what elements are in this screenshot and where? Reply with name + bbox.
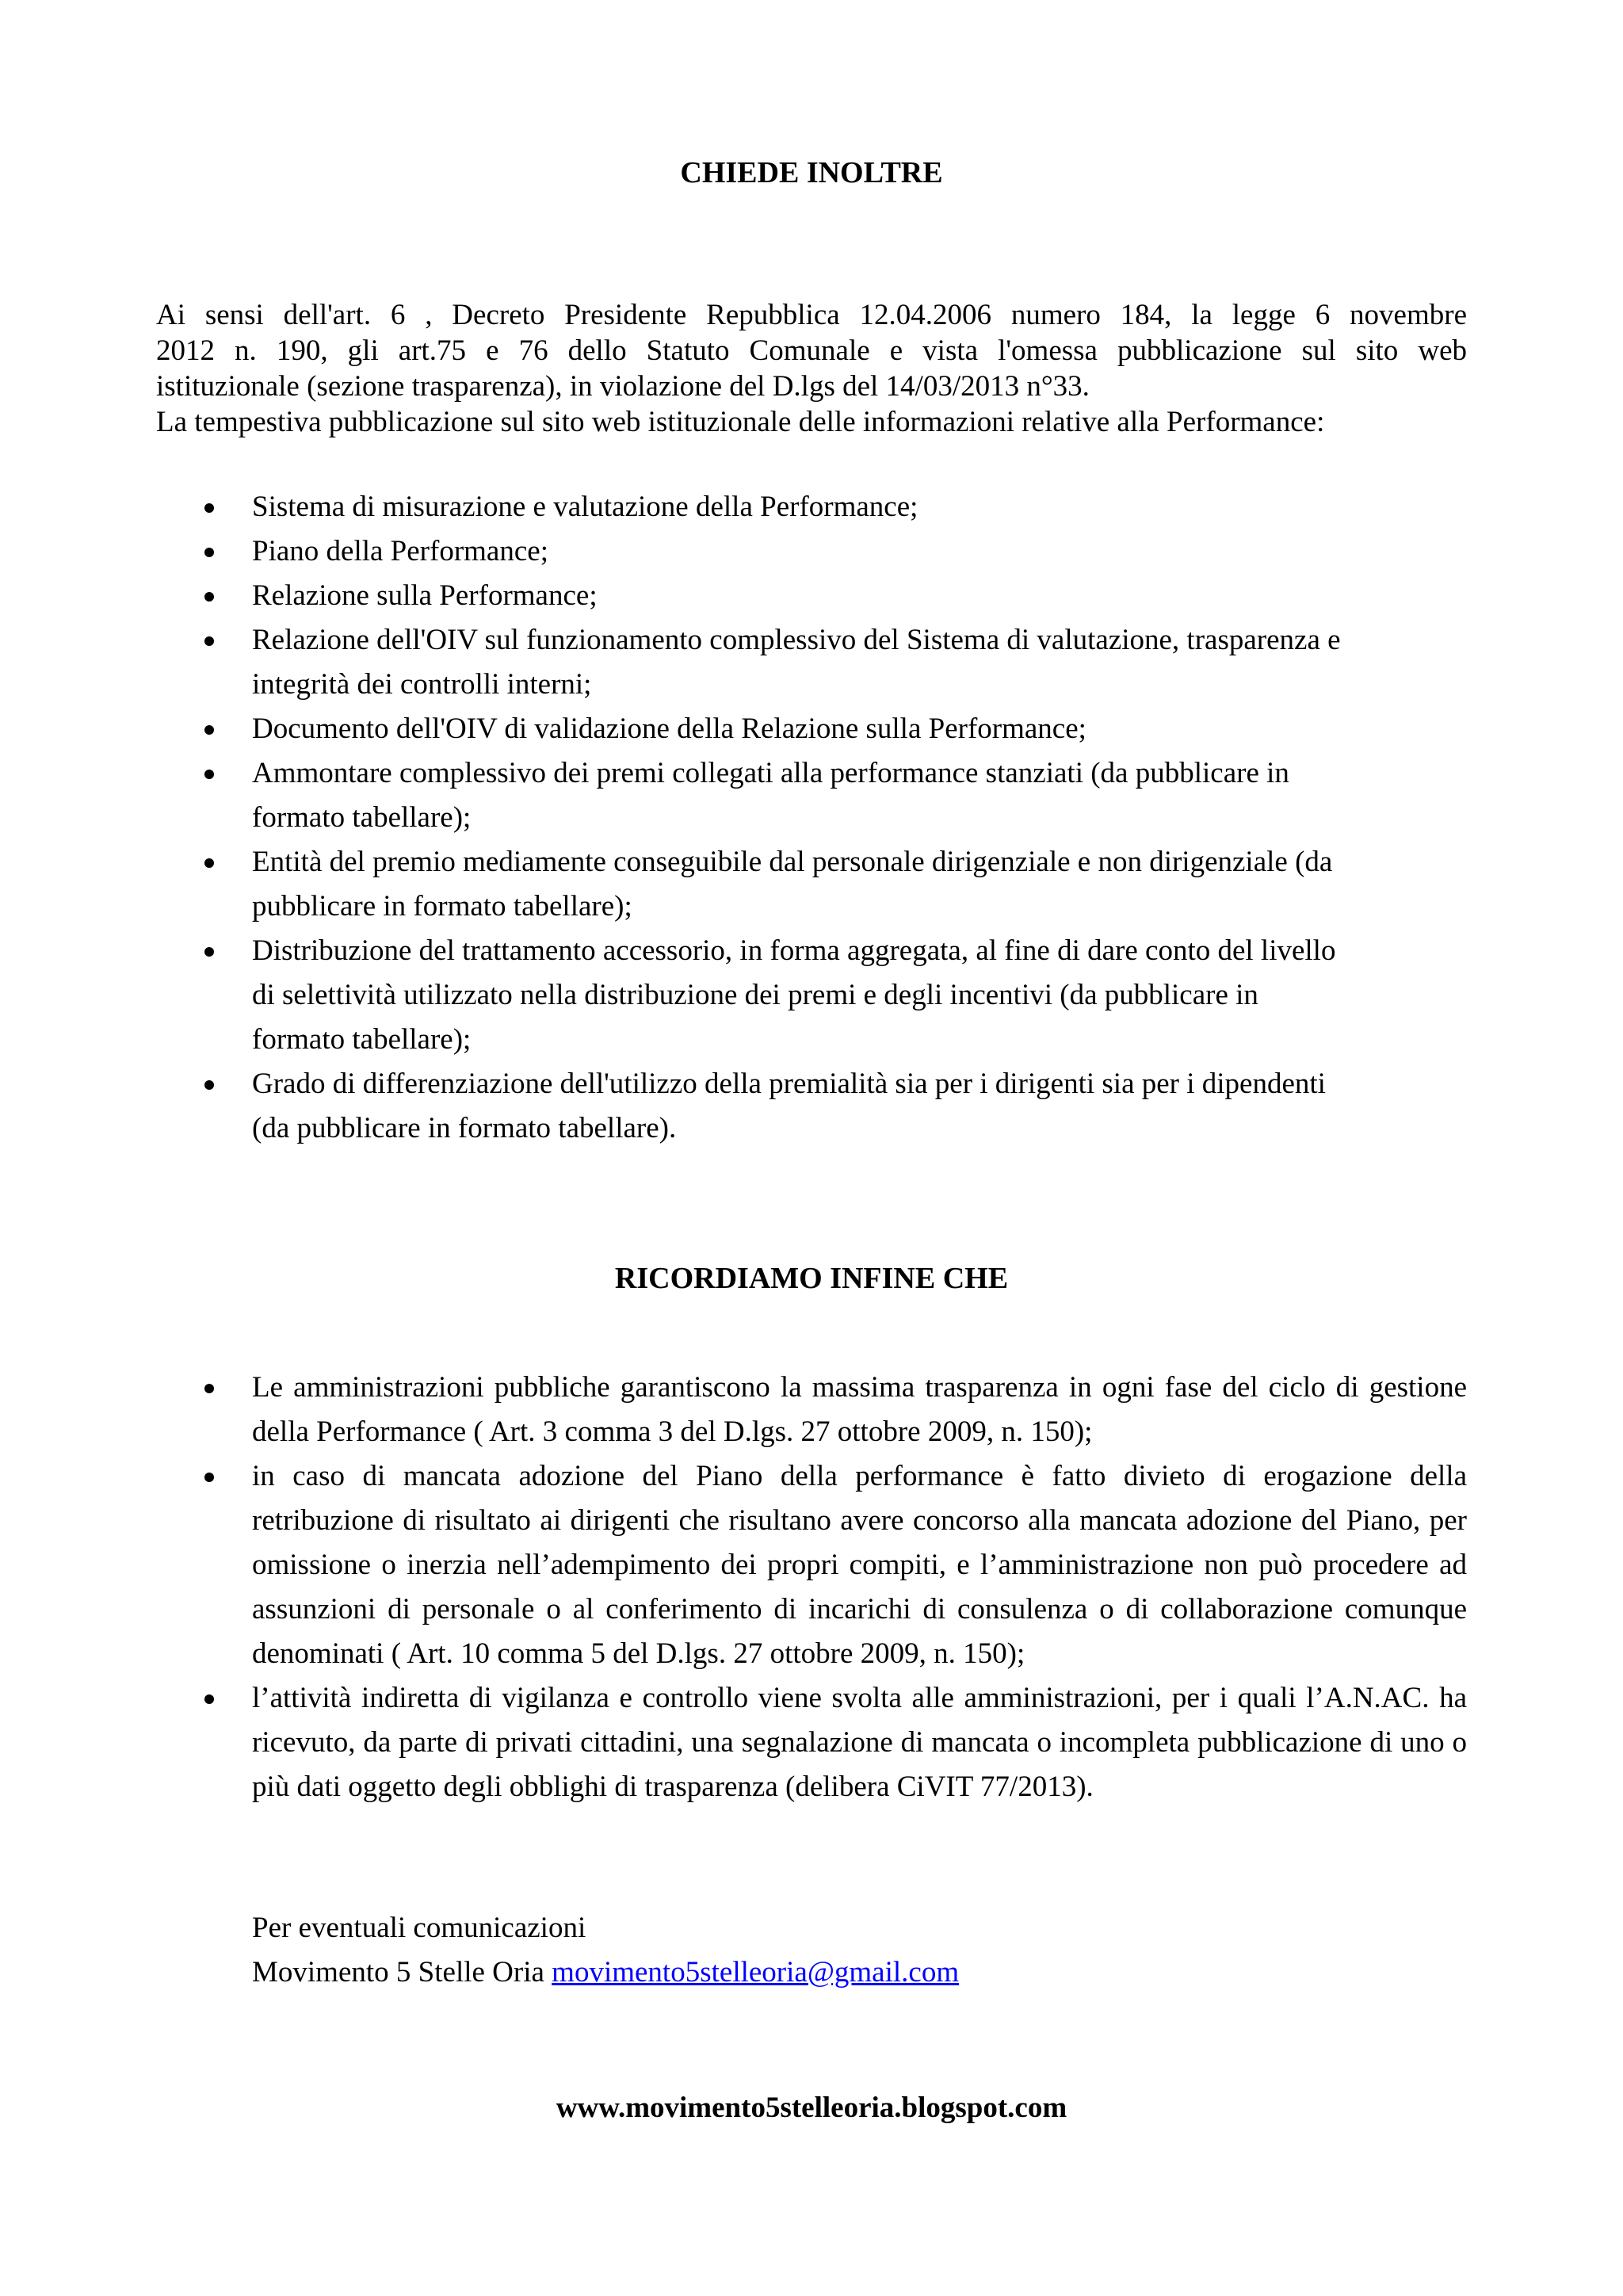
bullet-icon [204, 770, 214, 779]
org-name: Movimento 5 Stelle Oria [252, 1956, 544, 1988]
list-item: Distribuzione del trattamento accessorio, in forma aggregata, al fine di dare conto del livello di selettività utilizzato nella distribuzione dei premi e degli incentivi (da pubblicare in formato tabellare); [0, 929, 1468, 1062]
intro-paragraph [156, 297, 1467, 440]
bullet-icon [204, 636, 214, 646]
bullet-icon [204, 858, 214, 868]
contact-line [252, 1950, 959, 1995]
list-item: in caso di mancata adozione del Piano della performance è fatto divieto di erogazione della retribuzione di risultato ai dirigenti che risultano avere concorso alla mancata adozione del Piano, per omissione o inerzia nell’adempimento dei propri compiti, e l’amministrazione non può procedere ad assunzioni di personale o al conferimento di incarichi di consulenza o di collaborazione comunque denominati ( Art. 10 comma 5 del D.lgs. 27 ottobre 2009, n. 150); [0, 1454, 1467, 1676]
reminders-list [0, 1366, 1623, 1809]
email-link[interactable]: movimento5stelleoria@gmail.com [552, 1956, 960, 1988]
bullet-icon [204, 592, 214, 602]
list-item: Grado di differenziazione dell'utilizzo della premialità sia per i dirigenti sia per i dipendenti (da pubblicare in formato tabellare). [0, 1062, 1468, 1151]
intro-line: istituzionale (sezione trasparenza), in violazione del D.lgs del 14/03/2013 n°33. [156, 370, 1090, 403]
bullet-icon [204, 1694, 214, 1704]
section-heading-ricordiamo: RICORDIAMO INFINE CHE [614, 1262, 1009, 1295]
bullet-icon [204, 1080, 214, 1090]
list-item: Ammontare complessivo dei premi collegati alla performance stanziati (da pubblicare in formato tabellare); [0, 751, 1468, 840]
website-url[interactable]: www.movimento5stelleoria.blogspot.com [556, 2092, 1067, 2124]
list-item: Le amministrazioni pubbliche garantiscono la massima trasparenza in ogni fase del ciclo di gestione della Performance ( Art. 3 comma 3 del D.lgs. 27 ottobre 2009, n. 150); [0, 1366, 1467, 1454]
list-item: Documento dell'OIV di validazione della Relazione sulla Performance; [0, 707, 1468, 751]
intro-line: Ai sensi dell'art. 6 , Decreto Presidente Repubblica 12.04.2006 numero 184, la legge 6 novembre [156, 299, 1467, 331]
intro-line: 2012 n. 190, gli art.75 e 76 dello Statuto Comunale e vista l'omessa pubblicazione sul sito web [156, 334, 1467, 367]
contact-block [252, 1906, 959, 1995]
bullet-icon [204, 548, 214, 557]
contact-intro: Per eventuali comunicazioni [252, 1912, 586, 1944]
section-heading-chiede-inoltre: CHIEDE INOLTRE [680, 156, 943, 189]
list-item: Relazione dell'OIV sul funzionamento complessivo del Sistema di valutazione, trasparenza e integrità dei controlli interni; [0, 618, 1468, 707]
bullet-icon [204, 503, 214, 513]
requests-list [0, 485, 1623, 1151]
list-item: Piano della Performance; [0, 529, 1468, 574]
list-item: l’attività indiretta di vigilanza e controllo viene svolta alle amministrazioni, per i quali l’A.N.AC. ha ricevuto, da parte di privati cittadini, una segnalazione di mancata o incompleta pubblicazione di uno o più dati oggetto degli obblighi di trasparenza (delibera CiVIT 77/2013). [0, 1676, 1467, 1809]
bullet-icon [204, 947, 214, 957]
list-item: Relazione sulla Performance; [0, 574, 1468, 618]
intro-line: La tempestiva pubblicazione sul sito web istituzionale delle informazioni relative alla Performance: [156, 406, 1325, 438]
bullet-icon [204, 1473, 214, 1482]
bullet-icon [204, 1384, 214, 1393]
list-item: Sistema di misurazione e valutazione della Performance; [0, 485, 1468, 529]
bullet-icon [204, 725, 214, 735]
list-item: Entità del premio mediamente conseguibile dal personale dirigenziale e non dirigenziale (da pubblicare in formato tabellare); [0, 840, 1468, 929]
